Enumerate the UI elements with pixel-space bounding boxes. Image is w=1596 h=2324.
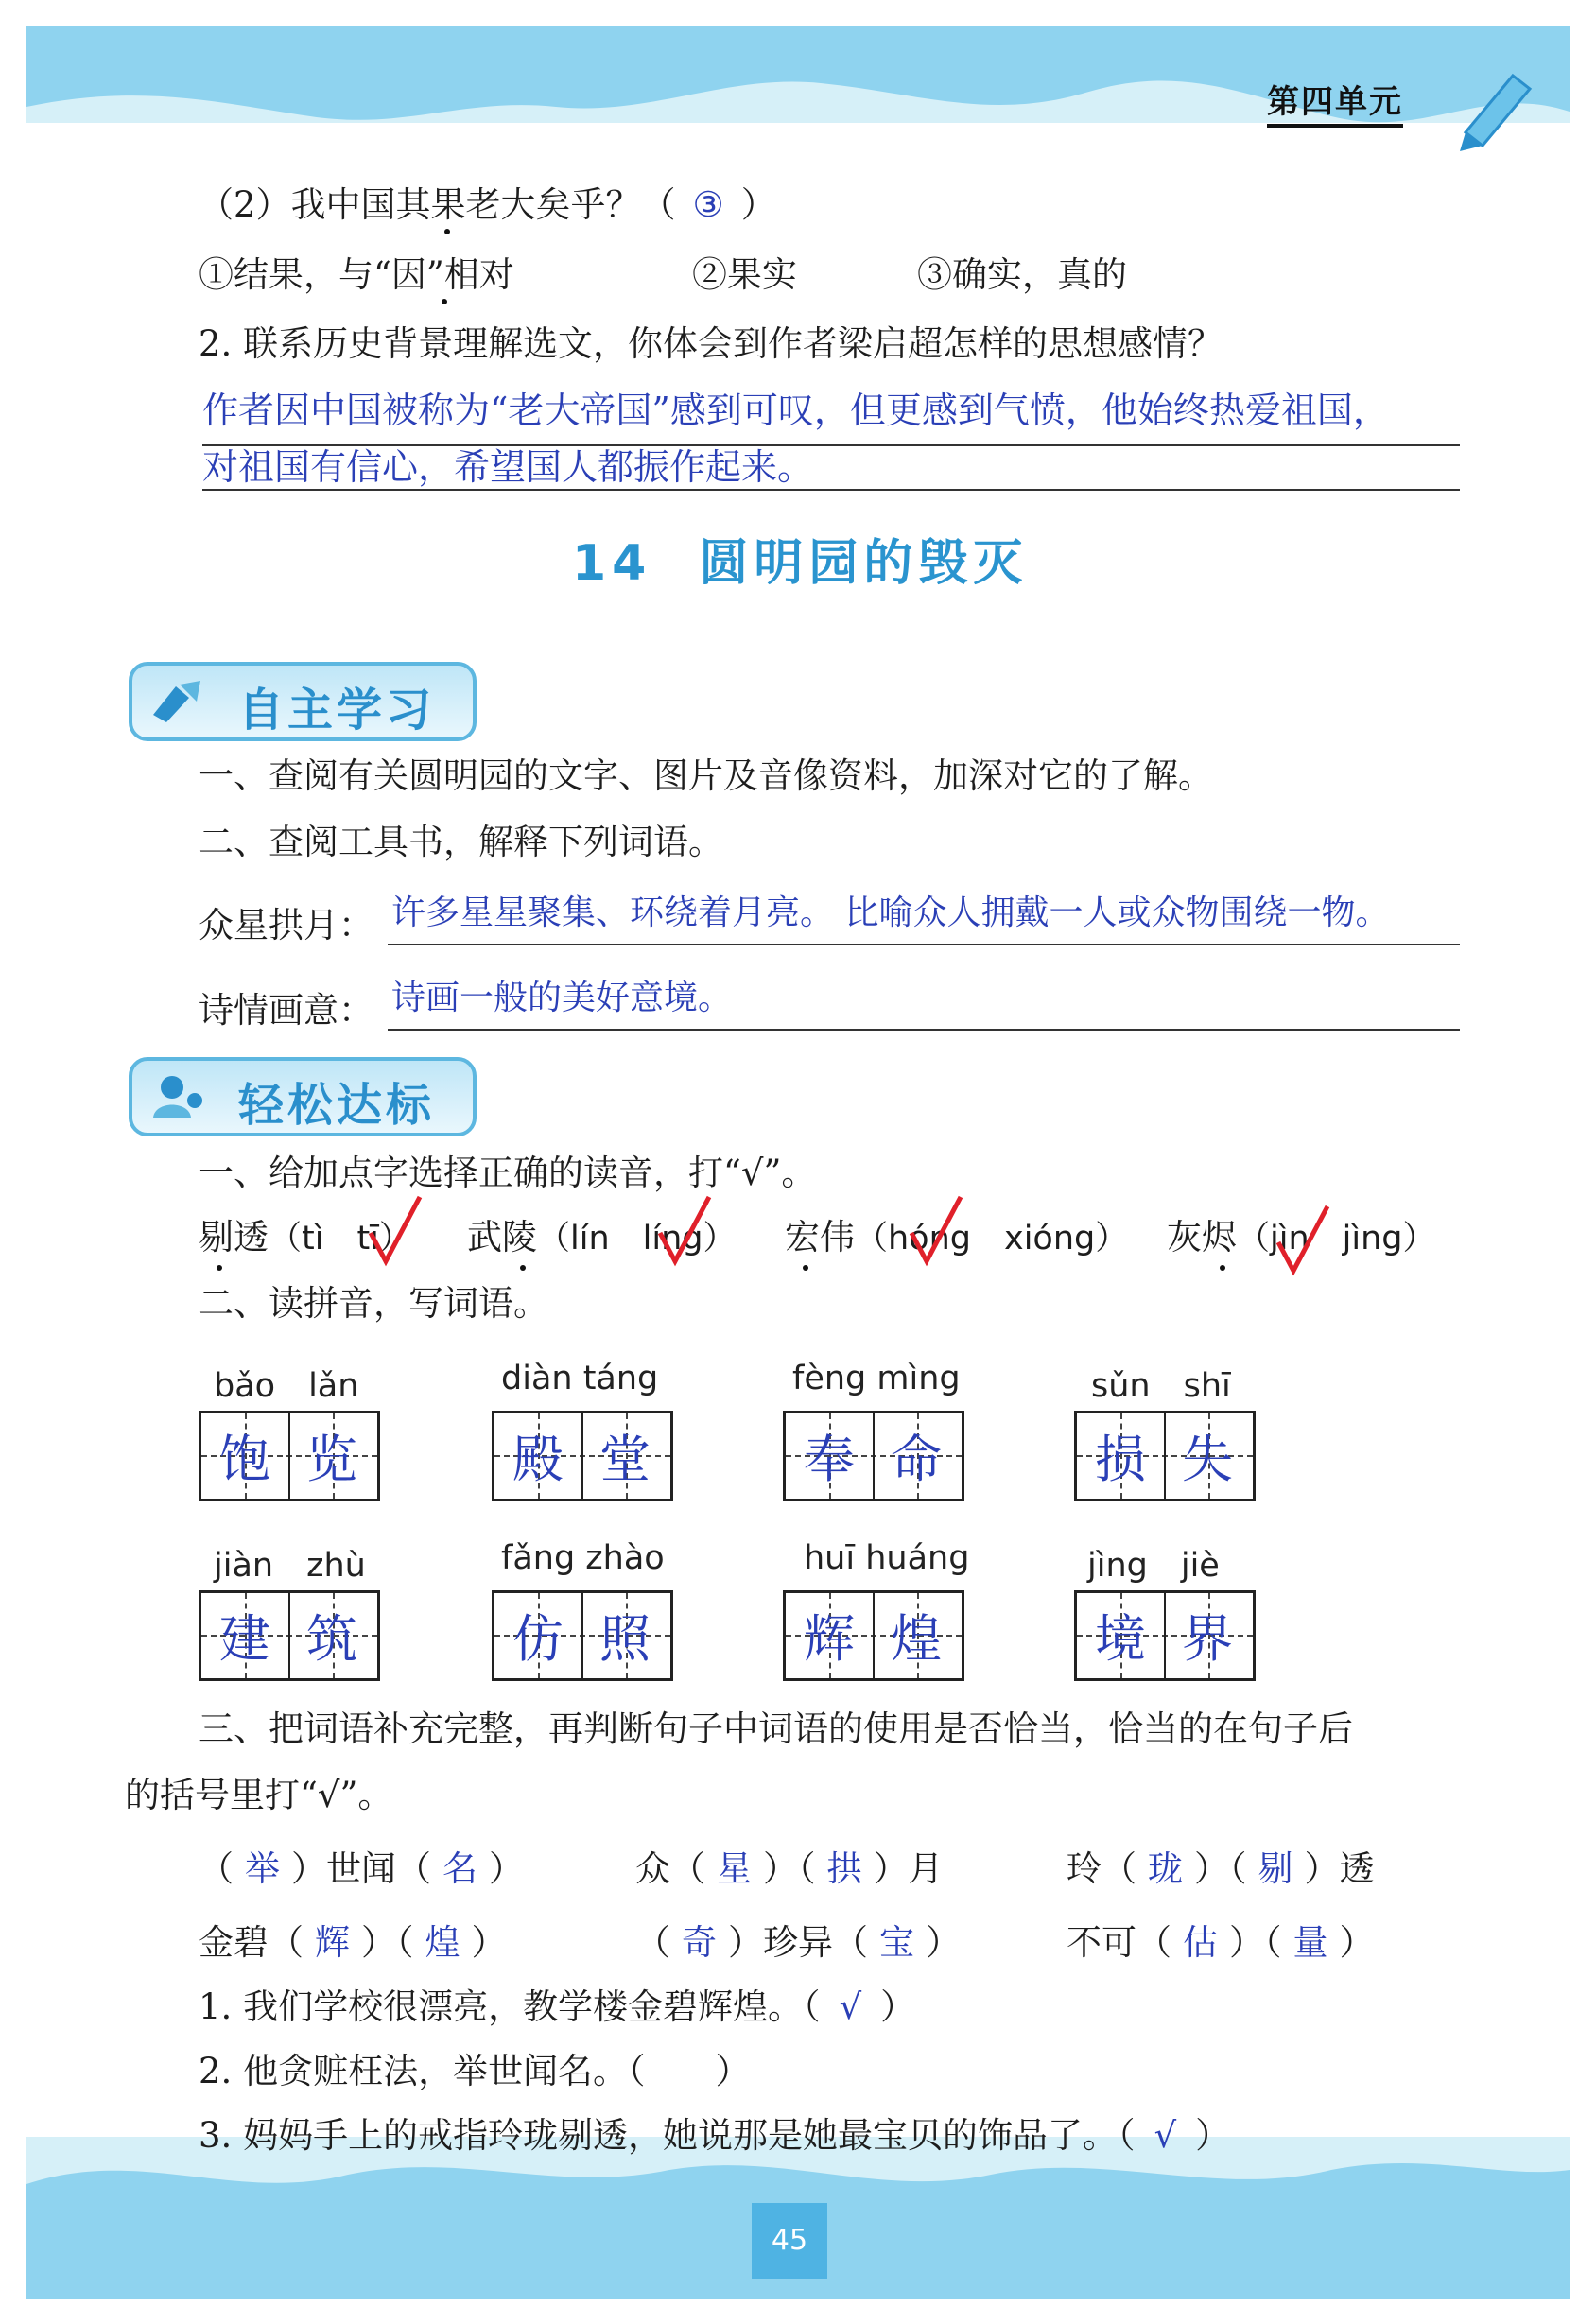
fill-item-3: 玲（ 珑 ）（ 剔 ）透 xyxy=(1067,1848,1375,1889)
emphasis-dot xyxy=(520,1265,526,1271)
pron-item-2: 武陵（lín líng） xyxy=(467,1217,737,1257)
grid-char: 境 xyxy=(1095,1609,1146,1669)
pinyin-label: jiàn zhù xyxy=(214,1547,366,1585)
grid-char: 奉 xyxy=(804,1430,855,1489)
fill-item-5: （ 奇 ）珍异（ 宝 ） xyxy=(635,1922,961,1963)
answer-underline xyxy=(388,1029,1460,1031)
page-number: 45 xyxy=(752,2203,827,2279)
word1-label: 众星拱月： xyxy=(199,905,373,945)
writing-grid xyxy=(1074,1411,1256,1501)
grid-char: 仿 xyxy=(512,1609,564,1669)
sentence-3: 3. 妈妈手上的戒指玲珑剔透，她说那是她最宝贝的饰品了。（ √ ） xyxy=(199,2115,1231,2156)
self-study-item2: 二、查阅工具书，解释下列词语。 xyxy=(199,822,723,862)
pinyin-label: fèng mìng xyxy=(792,1360,961,1397)
self-study-item1: 一、查阅有关圆明园的文字、图片及音像资料，加深对它的了解。 xyxy=(199,755,1213,796)
pron-item-4: 灰烬（jìn jìng） xyxy=(1167,1217,1436,1257)
word1-answer: 许多星星聚集、环绕着月亮。 比喻众人拥戴一人或众物围绕一物。 xyxy=(391,893,1390,932)
unit-title: 第四单元 xyxy=(1267,76,1403,128)
pinyin-label: diàn táng xyxy=(501,1360,659,1397)
pinyin-label: fǎng zhào xyxy=(501,1539,665,1577)
writing-grid xyxy=(783,1411,964,1501)
sentence-1: 1. 我们学校很漂亮，教学楼金碧辉煌。（ √ ） xyxy=(199,1986,916,2027)
answer-underline xyxy=(202,489,1460,491)
question-feeling: 2. 联系历史背景理解选文，你体会到作者梁启超怎样的思想感情？ xyxy=(199,323,1223,364)
grid-char: 筑 xyxy=(306,1609,357,1669)
fill-item-1: （ 举 ）世闻（ 名 ） xyxy=(199,1848,524,1889)
word2-answer: 诗画一般的美好意境。 xyxy=(391,979,733,1017)
grid-char: 辉 xyxy=(804,1609,855,1669)
grid-char: 煌 xyxy=(891,1609,942,1669)
emphasis-dot xyxy=(444,229,450,234)
practice-q2: 二、读拼音，写词语。 xyxy=(199,1283,548,1324)
grid-char: 界 xyxy=(1182,1609,1233,1669)
grid-char: 建 xyxy=(219,1609,270,1669)
pinyin-label: huī huáng xyxy=(804,1539,970,1577)
practice-q3-line2: 的括号里打“√”。 xyxy=(125,1775,393,1815)
option-1: ①结果，与“因”相对 xyxy=(199,254,514,295)
feeling-answer-line1: 作者因中国被称为“老大帝国”感到可叹，但更感到气愤，他始终热爱祖国， xyxy=(202,390,1389,431)
grid-char: 损 xyxy=(1095,1430,1146,1489)
emphasis-dot xyxy=(217,1265,222,1271)
red-check-icon xyxy=(367,1193,424,1269)
lesson-title: 14 圆明园的毁灭 xyxy=(572,535,1029,592)
pron-item-3: 宏伟（hóng xióng） xyxy=(785,1217,1129,1257)
red-check-icon xyxy=(656,1193,713,1269)
self-study-label: 自主学习 xyxy=(238,684,436,737)
answer-underline xyxy=(388,944,1460,945)
fill-item-2: 众（ 星 ）（ 拱 ）月 xyxy=(635,1848,944,1889)
grid-char: 殿 xyxy=(512,1430,564,1489)
grid-char: 堂 xyxy=(599,1430,651,1489)
self-study-banner xyxy=(129,662,477,741)
emphasis-dot xyxy=(442,299,447,304)
practice-q1: 一、给加点字选择正确的读音，打“√”。 xyxy=(199,1153,817,1193)
grid-char: 命 xyxy=(891,1430,942,1489)
writing-grid xyxy=(492,1411,673,1501)
option-3: ③确实，真的 xyxy=(917,254,1127,295)
grid-char: 览 xyxy=(306,1430,357,1489)
option-2: ②果实 xyxy=(692,254,797,295)
pinyin-label: sǔn shī xyxy=(1091,1367,1231,1405)
question-2: （2）我中国其果老大矣乎？（ ③ ） xyxy=(199,184,776,225)
sentence-2: 2. 他贪赃枉法，举世闻名。（ ） xyxy=(199,2051,751,2091)
grid-char: 照 xyxy=(599,1609,651,1669)
pinyin-label: jìng jiè xyxy=(1087,1547,1220,1585)
book-pen-icon xyxy=(147,677,206,724)
q2-answer: ③ xyxy=(692,184,724,225)
emphasis-dot xyxy=(1220,1265,1225,1271)
practice-label: 轻松达标 xyxy=(238,1079,436,1132)
feeling-answer-line2: 对祖国有信心，希望国人都振作起来。 xyxy=(202,446,814,488)
practice-banner xyxy=(129,1057,477,1136)
word2-label: 诗情画意： xyxy=(199,990,373,1031)
practice-q3-line1: 三、把词语补充完整，再判断句子中词语的使用是否恰当，恰当的在句子后 xyxy=(199,1708,1353,1749)
grid-char: 失 xyxy=(1182,1430,1233,1489)
writing-grid xyxy=(199,1411,380,1501)
student-icon xyxy=(147,1072,206,1119)
emphasis-dot xyxy=(803,1265,808,1271)
grid-char: 饱 xyxy=(219,1430,270,1489)
fill-item-6: 不可（ 估 ）（ 量 ） xyxy=(1067,1922,1375,1963)
writing-grid xyxy=(199,1590,380,1681)
pron-item-1: 剔透（tì tī） xyxy=(199,1217,412,1257)
red-check-icon xyxy=(908,1193,964,1269)
red-check-icon xyxy=(1275,1203,1331,1278)
pinyin-label: bǎo lǎn xyxy=(214,1367,359,1405)
pencil-icon xyxy=(1447,57,1541,151)
writing-grid xyxy=(1074,1590,1256,1681)
writing-grid xyxy=(783,1590,964,1681)
writing-grid xyxy=(492,1590,673,1681)
fill-item-4: 金碧（ 辉 ）（ 煌 ） xyxy=(199,1922,507,1963)
